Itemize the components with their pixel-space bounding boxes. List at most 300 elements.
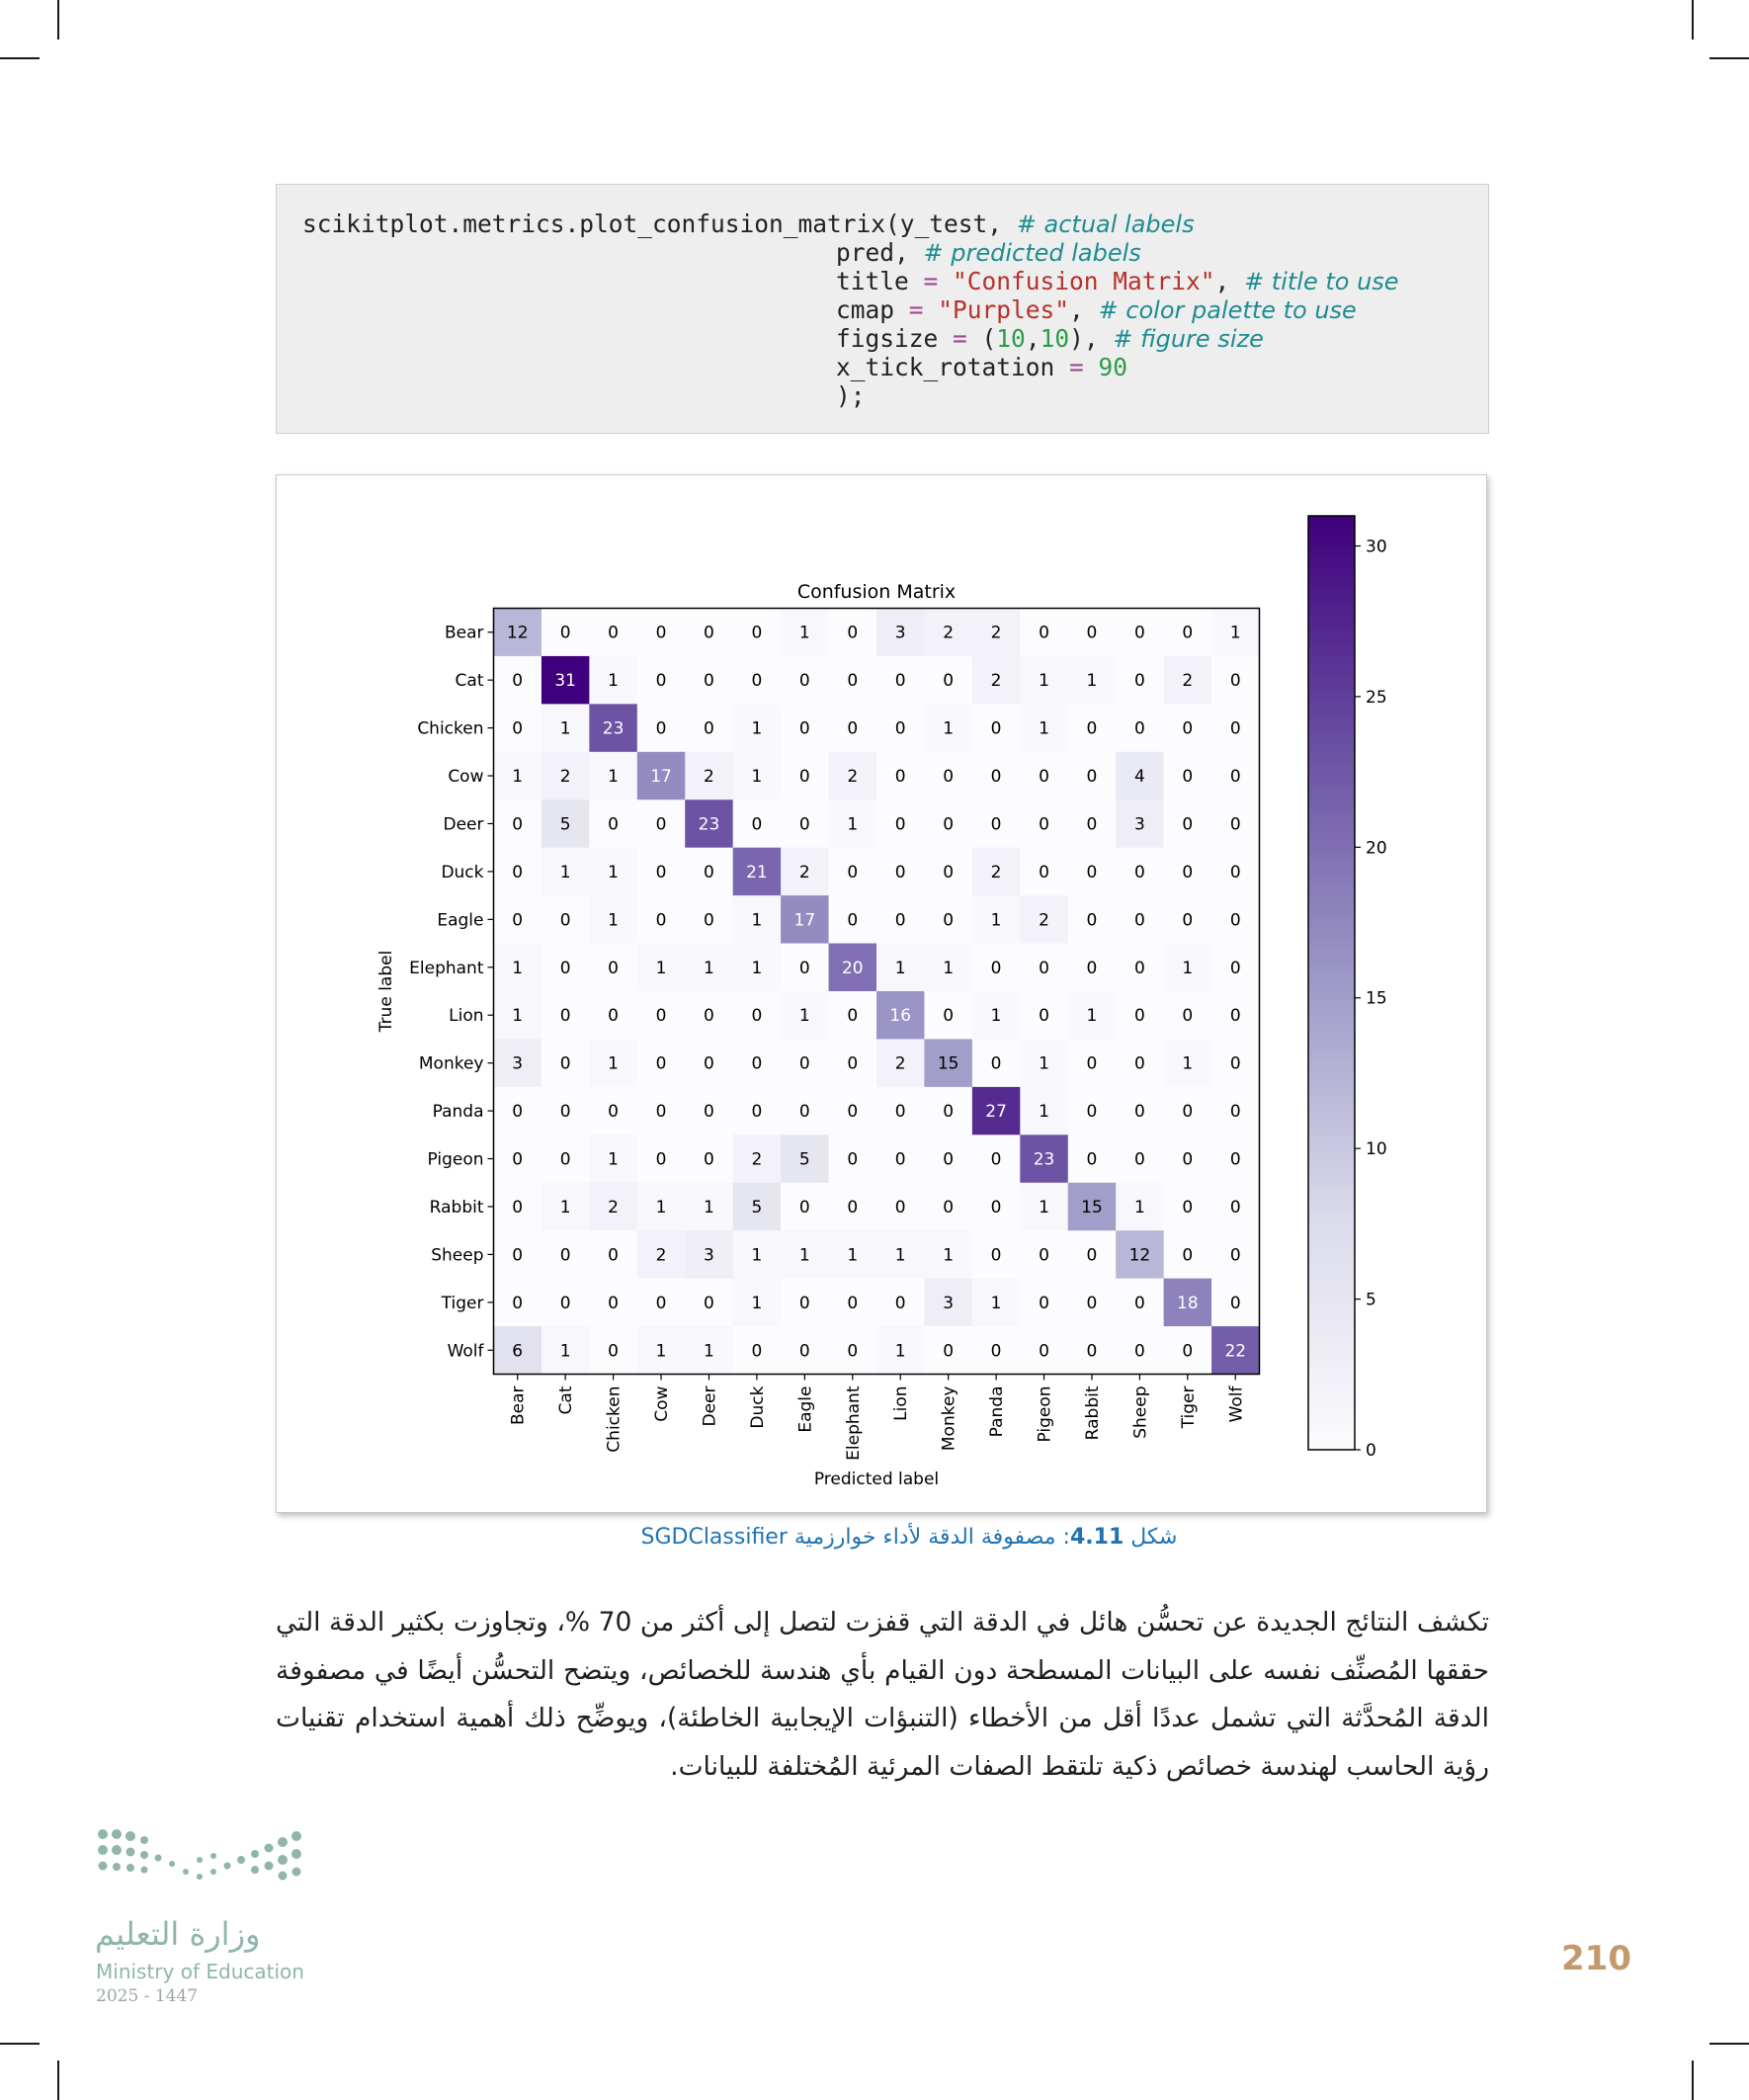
x-tick-label: Wolf	[1226, 1386, 1247, 1423]
cell-value: 0	[704, 623, 714, 643]
cell-value: 1	[559, 1197, 571, 1218]
cell-value: 1	[512, 767, 524, 788]
cell-value: 0	[559, 1293, 571, 1313]
y-tick-label: Chicken	[417, 718, 484, 739]
cell-value: 0	[894, 1102, 906, 1123]
cell-value: 1	[608, 1149, 620, 1170]
code-line-5: figsize = (10,10), # figure size	[836, 324, 1264, 353]
colorbar-tick-label: 20	[1366, 838, 1387, 859]
cell-value: 0	[559, 1102, 571, 1123]
cell-value: 1	[894, 1245, 906, 1266]
cell-value: 21	[746, 862, 768, 882]
ministry-name-english: Ministry of Education	[96, 1960, 304, 1983]
cell-value: 0	[1182, 718, 1194, 739]
x-tick-label: Sheep	[1130, 1386, 1151, 1439]
ministry-year: 2025 - 1447	[96, 1986, 199, 2006]
cell-value: 0	[608, 958, 620, 978]
cell-value: 0	[704, 862, 714, 882]
cell-value: 1	[608, 1053, 620, 1074]
cell-value: 0	[751, 623, 763, 643]
cell-value: 0	[1039, 862, 1049, 882]
cell-value: 0	[559, 958, 571, 978]
x-tick-label: Elephant	[843, 1386, 864, 1461]
cell-value: 0	[655, 623, 667, 643]
cell-value: 0	[1086, 862, 1098, 882]
crop-mark	[0, 2043, 40, 2045]
cell-value: 0	[1133, 1149, 1145, 1170]
cell-value: 0	[1229, 1053, 1241, 1074]
cell-value: 0	[798, 1293, 810, 1313]
cell-value: 0	[1229, 671, 1241, 692]
cell-value: 0	[943, 767, 955, 788]
cell-value: 23	[698, 814, 720, 835]
cell-value: 6	[512, 1341, 524, 1362]
cell-value: 0	[512, 1149, 524, 1170]
cell-value: 0	[655, 1053, 667, 1074]
cell-value: 2	[990, 623, 1002, 643]
cell-value: 0	[990, 1149, 1002, 1170]
cell-value: 20	[841, 958, 864, 978]
cell-value: 3	[512, 1053, 524, 1074]
cell-value: 1	[751, 958, 763, 978]
cell-value: 2	[1182, 671, 1194, 692]
cell-value: 0	[751, 814, 763, 835]
cell-value: 1	[704, 1197, 714, 1218]
cell-value: 1	[608, 910, 620, 931]
cell-value: 15	[1081, 1197, 1103, 1218]
cell-value: 0	[1133, 1006, 1145, 1027]
cell-value: 1	[1039, 1102, 1049, 1123]
cell-value: 5	[559, 814, 571, 835]
cell-value: 1	[798, 623, 810, 643]
cell-value: 1	[704, 958, 714, 978]
cell-value: 0	[894, 1149, 906, 1170]
cell-value: 0	[1229, 862, 1241, 882]
cell-value: 0	[704, 1102, 714, 1123]
cell-value: 0	[990, 1245, 1002, 1266]
cell-value: 0	[847, 910, 859, 931]
cell-value: 3	[943, 1293, 955, 1313]
cell-value: 0	[798, 1053, 810, 1074]
cell-value: 0	[608, 1006, 620, 1027]
cell-value: 1	[990, 1006, 1002, 1027]
cell-value: 0	[1086, 718, 1098, 739]
cell-value: 0	[1182, 814, 1194, 835]
caption-algo: SGDClassifier	[640, 1525, 788, 1550]
cell-value: 0	[655, 671, 667, 692]
cell-value: 0	[1039, 958, 1049, 978]
cell-value: 1	[655, 1341, 667, 1362]
crop-mark	[1709, 2043, 1749, 2045]
y-tick-label: Rabbit	[429, 1197, 484, 1218]
colorbar-tick-label: 30	[1366, 537, 1387, 557]
y-tick-label: Elephant	[409, 958, 484, 978]
cell-value: 0	[608, 623, 620, 643]
cell-value: 0	[798, 958, 810, 978]
cell-value: 0	[1133, 718, 1145, 739]
cell-value: 2	[608, 1197, 620, 1218]
cell-value: 0	[798, 671, 810, 692]
cell-value: 0	[512, 1245, 524, 1266]
cell-value: 2	[751, 1149, 763, 1170]
cell-value: 0	[1039, 1245, 1049, 1266]
cell-value: 1	[1039, 718, 1049, 739]
cell-value: 2	[894, 1053, 906, 1074]
x-tick-label: Lion	[891, 1386, 912, 1421]
cell-value: 0	[847, 1293, 859, 1313]
cell-value: 0	[512, 862, 524, 882]
cell-value: 0	[608, 1102, 620, 1123]
cell-value: 1	[1086, 1006, 1098, 1027]
colorbar-tick-label: 5	[1366, 1290, 1376, 1310]
cell-value: 1	[751, 718, 763, 739]
cell-value: 0	[847, 1006, 859, 1027]
cell-value: 1	[990, 910, 1002, 931]
crop-mark	[1709, 57, 1749, 59]
cell-value: 0	[655, 814, 667, 835]
cell-value: 17	[793, 910, 816, 931]
cell-value: 0	[1182, 910, 1194, 931]
colorbar-tick-label: 15	[1366, 988, 1387, 1009]
cell-value: 0	[751, 1006, 763, 1027]
cell-value: 1	[559, 718, 571, 739]
cell-value: 0	[1086, 1245, 1098, 1266]
cell-value: 0	[798, 1341, 810, 1362]
cell-value: 0	[894, 767, 906, 788]
cell-value: 0	[990, 958, 1002, 978]
cell-value: 0	[847, 718, 859, 739]
cell-value: 2	[990, 671, 1002, 692]
cell-value: 23	[1033, 1149, 1055, 1170]
cell-value: 0	[798, 767, 810, 788]
cell-value: 0	[1133, 1293, 1145, 1313]
cell-value: 1	[608, 767, 620, 788]
body-paragraph: تكشف النتائج الجديدة عن تحسُّن هائل في الدقة التي قفزت لتصل إلى أكثر من 70 %، وتجاوزت بكثير الدقة التي حققها المُصنِّف نفسه على البيانات المسطحة دون القيام بأي هندسة للخصائص، ويتضح التحسُّن أيضًا في مصفوفة الدقة المُحدَّثة التي تشمل عددًا أقل من الأخطاء (التنبؤات الإيجابية الخاطئة)، ويوضِّح ذلك أهمية استخدام تقنيات رؤية الحاسب لهندسة خصائص ذكية تلتقط الصفات المرئية المُختلفة للبيانات.	[276, 1607, 1489, 1782]
cell-value: 0	[847, 1341, 859, 1362]
cell-value: 0	[894, 910, 906, 931]
cell-value: 0	[1182, 1245, 1194, 1266]
cell-value: 0	[1229, 1149, 1241, 1170]
cell-value: 0	[798, 814, 810, 835]
cell-value: 0	[1133, 958, 1145, 978]
cell-value: 0	[704, 1006, 714, 1027]
cell-value: 0	[1229, 1245, 1241, 1266]
cell-value: 0	[990, 767, 1002, 788]
cell-value: 1	[798, 1245, 810, 1266]
crop-mark	[1692, 0, 1694, 40]
cell-value: 0	[847, 671, 859, 692]
x-tick-label: Monkey	[939, 1386, 959, 1452]
cell-value: 2	[798, 862, 810, 882]
cell-value: 12	[506, 623, 529, 643]
y-tick-label: Cat	[455, 671, 484, 692]
cell-value: 0	[847, 1197, 859, 1218]
cell-value: 2	[990, 862, 1002, 882]
cell-value: 0	[512, 718, 524, 739]
cell-value: 15	[937, 1053, 959, 1074]
cell-value: 0	[943, 814, 955, 835]
x-tick-label: Cow	[652, 1386, 673, 1422]
crop-mark	[57, 0, 59, 40]
cell-value: 1	[798, 1006, 810, 1027]
colorbar-tick-label: 25	[1366, 687, 1387, 708]
cell-value: 0	[1182, 623, 1194, 643]
y-tick-label: Tiger	[441, 1293, 484, 1313]
cell-value: 31	[554, 671, 576, 692]
ministry-name-arabic: وزارة التعليم	[95, 1915, 261, 1953]
cell-value: 1	[559, 1341, 571, 1362]
cell-value: 1	[894, 958, 906, 978]
x-tick-label: Cat	[556, 1386, 577, 1415]
code-line-4: cmap = "Purples", # color palette to use	[836, 295, 1357, 324]
cell-value: 0	[704, 1149, 714, 1170]
cell-value: 1	[1133, 1197, 1145, 1218]
cell-value: 1	[512, 958, 524, 978]
cell-value: 1	[1182, 1053, 1194, 1074]
cell-value: 0	[608, 1245, 620, 1266]
cell-value: 2	[943, 623, 955, 643]
cell-value: 0	[894, 1293, 906, 1313]
cell-value: 0	[1086, 623, 1098, 643]
cell-value: 1	[608, 862, 620, 882]
cell-value: 0	[1086, 767, 1098, 788]
cell-value: 0	[1039, 623, 1049, 643]
cell-value: 0	[655, 1149, 667, 1170]
cell-value: 0	[1182, 1149, 1194, 1170]
cell-value: 0	[1182, 1102, 1194, 1123]
y-tick-label: Cow	[448, 767, 484, 788]
caption-number: 4.11	[1069, 1525, 1124, 1550]
cell-value: 0	[751, 1053, 763, 1074]
cell-value: 0	[512, 910, 524, 931]
cell-value: 1	[751, 1293, 763, 1313]
cell-value: 0	[751, 1341, 763, 1362]
cell-value: 0	[1039, 814, 1049, 835]
cell-value: 0	[847, 862, 859, 882]
chart-title: Confusion Matrix	[796, 581, 957, 603]
cell-value: 0	[1086, 1341, 1098, 1362]
cell-value: 0	[655, 1006, 667, 1027]
cell-value: 23	[602, 718, 625, 739]
cell-value: 3	[1133, 814, 1145, 835]
cell-value: 1	[1182, 958, 1194, 978]
x-tick-label: Panda	[987, 1386, 1008, 1438]
cell-value: 0	[1133, 910, 1145, 931]
cell-value: 0	[655, 862, 667, 882]
cell-value: 0	[1086, 814, 1098, 835]
cell-value: 0	[559, 1006, 571, 1027]
cell-value: 0	[990, 1341, 1002, 1362]
cell-value: 0	[1133, 1102, 1145, 1123]
cell-value: 0	[943, 1102, 955, 1123]
cell-value: 0	[1229, 718, 1241, 739]
cell-value: 0	[1182, 1006, 1194, 1027]
y-tick-label: Bear	[444, 623, 484, 643]
cell-value: 0	[655, 1102, 667, 1123]
cell-value: 2	[559, 767, 571, 788]
cell-value: 0	[798, 718, 810, 739]
y-axis-label: True label	[376, 950, 396, 1033]
x-tick-label: Bear	[508, 1386, 529, 1426]
cell-value: 0	[1182, 1197, 1194, 1218]
cell-value: 0	[608, 1293, 620, 1313]
cell-value: 2	[704, 767, 714, 788]
cell-value: 27	[985, 1102, 1007, 1123]
code-line-2: pred, # predicted labels	[836, 238, 1141, 267]
cell-value: 0	[1039, 767, 1049, 788]
cell-value: 4	[1133, 767, 1145, 788]
cell-value: 0	[1182, 1341, 1194, 1362]
colorbar	[1308, 516, 1355, 1450]
x-axis-label: Predicted label	[813, 1470, 940, 1489]
cell-value: 0	[655, 910, 667, 931]
code-block	[276, 184, 1489, 434]
cell-value: 0	[559, 1053, 571, 1074]
crop-mark	[57, 2060, 59, 2100]
cell-value: 0	[847, 1149, 859, 1170]
cell-value: 0	[512, 1102, 524, 1123]
cell-value: 1	[1039, 1053, 1049, 1074]
cell-value: 0	[943, 1006, 955, 1027]
cell-value: 0	[704, 1053, 714, 1074]
cell-value: 1	[655, 1197, 667, 1218]
cell-value: 0	[798, 1102, 810, 1123]
cell-value: 2	[655, 1245, 667, 1266]
x-tick-label: Eagle	[795, 1386, 816, 1433]
cell-value: 0	[1039, 1006, 1049, 1027]
y-tick-label: Sheep	[431, 1245, 484, 1266]
cell-value: 0	[1086, 958, 1098, 978]
cell-value: 0	[1229, 814, 1241, 835]
cell-value: 0	[751, 1102, 763, 1123]
cell-value: 1	[751, 1245, 763, 1266]
cell-value: 1	[847, 814, 859, 835]
cell-value: 0	[990, 814, 1002, 835]
cell-value: 0	[847, 623, 859, 643]
cell-value: 3	[894, 623, 906, 643]
cell-value: 1	[943, 1245, 955, 1266]
cell-value: 0	[704, 671, 714, 692]
x-tick-label: Pigeon	[1035, 1386, 1055, 1443]
cell-value: 0	[1229, 910, 1241, 931]
cell-value: 5	[798, 1149, 810, 1170]
y-tick-label: Pigeon	[427, 1149, 484, 1170]
cell-value: 0	[559, 1149, 571, 1170]
x-tick-label: Deer	[700, 1386, 720, 1427]
cell-value: 1	[1086, 671, 1098, 692]
cell-value: 0	[894, 1197, 906, 1218]
cell-value: 0	[943, 1149, 955, 1170]
cell-value: 0	[559, 910, 571, 931]
cell-value: 0	[1229, 958, 1241, 978]
cell-value: 1	[512, 1006, 524, 1027]
cell-value: 1	[1039, 1197, 1049, 1218]
cell-value: 0	[1133, 862, 1145, 882]
cell-value: 0	[1229, 1006, 1241, 1027]
cell-value: 22	[1224, 1341, 1247, 1362]
cell-value: 0	[847, 1102, 859, 1123]
figure-caption: شكل 4.11: مصفوفة الدقة لأداء خوارزمية SGDClassifier	[640, 1525, 1178, 1550]
cell-value: 1	[751, 910, 763, 931]
x-tick-label: Duck	[747, 1386, 768, 1429]
y-tick-label: Wolf	[447, 1341, 484, 1362]
y-tick-label: Eagle	[437, 910, 484, 931]
cell-value: 0	[512, 814, 524, 835]
cell-value: 0	[1182, 862, 1194, 882]
colorbar-tick-label: 10	[1366, 1139, 1387, 1160]
cell-value: 0	[1086, 1149, 1098, 1170]
cell-value: 0	[1229, 767, 1241, 788]
cell-value: 1	[655, 958, 667, 978]
cell-value: 17	[650, 767, 672, 788]
cell-value: 1	[1039, 671, 1049, 692]
cell-value: 0	[1133, 1053, 1145, 1074]
crop-mark	[0, 57, 40, 59]
cell-value: 16	[889, 1006, 912, 1027]
cell-value: 1	[943, 718, 955, 739]
code-line-3: title = "Confusion Matrix", # title to use	[836, 267, 1399, 295]
cell-value: 1	[990, 1293, 1002, 1313]
x-tick-label: Tiger	[1178, 1386, 1199, 1429]
cell-value: 0	[751, 671, 763, 692]
cell-value: 0	[512, 1293, 524, 1313]
cell-value: 0	[943, 862, 955, 882]
y-tick-label: Panda	[432, 1102, 484, 1123]
cell-value: 2	[1039, 910, 1049, 931]
cell-value: 0	[1086, 1053, 1098, 1074]
cell-value: 0	[608, 1341, 620, 1362]
ministry-logo-icon	[91, 1820, 318, 1899]
cell-value: 0	[1086, 910, 1098, 931]
cell-value: 0	[990, 718, 1002, 739]
figure-frame	[276, 474, 1487, 1513]
cell-value: 0	[1229, 1197, 1241, 1218]
cell-value: 1	[559, 862, 571, 882]
cell-value: 0	[1133, 671, 1145, 692]
cell-value: 18	[1177, 1293, 1199, 1313]
y-tick-label: Lion	[449, 1006, 484, 1027]
cell-value: 0	[1229, 1102, 1241, 1123]
cell-value: 3	[704, 1245, 714, 1266]
cell-value: 0	[655, 718, 667, 739]
crop-mark	[1692, 2060, 1694, 2100]
cell-value: 0	[990, 1197, 1002, 1218]
cell-value: 0	[1229, 1293, 1241, 1313]
cell-value: 0	[943, 910, 955, 931]
code-line-7: );	[836, 381, 866, 410]
cell-value: 0	[894, 671, 906, 692]
y-tick-label: Duck	[441, 862, 484, 882]
cell-value: 0	[943, 1341, 955, 1362]
cell-value: 1	[943, 958, 955, 978]
colorbar-tick-label: 0	[1366, 1441, 1376, 1461]
x-tick-label: Chicken	[604, 1386, 625, 1453]
cell-value: 0	[1039, 1341, 1049, 1362]
cell-value: 0	[847, 1053, 859, 1074]
cell-value: 0	[512, 1197, 524, 1218]
cell-value: 1	[847, 1245, 859, 1266]
cell-value: 1	[751, 767, 763, 788]
code-line-1: scikitplot.metrics.plot_confusion_matrix(y_test, # actual labels	[302, 210, 1195, 238]
cell-value: 0	[655, 1293, 667, 1313]
cell-value: 0	[1133, 1341, 1145, 1362]
cell-value: 0	[704, 910, 714, 931]
cell-value: 1	[704, 1341, 714, 1362]
cell-value: 0	[512, 671, 524, 692]
page-number: 210	[1561, 1939, 1631, 1978]
cell-value: 0	[1133, 623, 1145, 643]
cell-value: 0	[704, 1293, 714, 1313]
